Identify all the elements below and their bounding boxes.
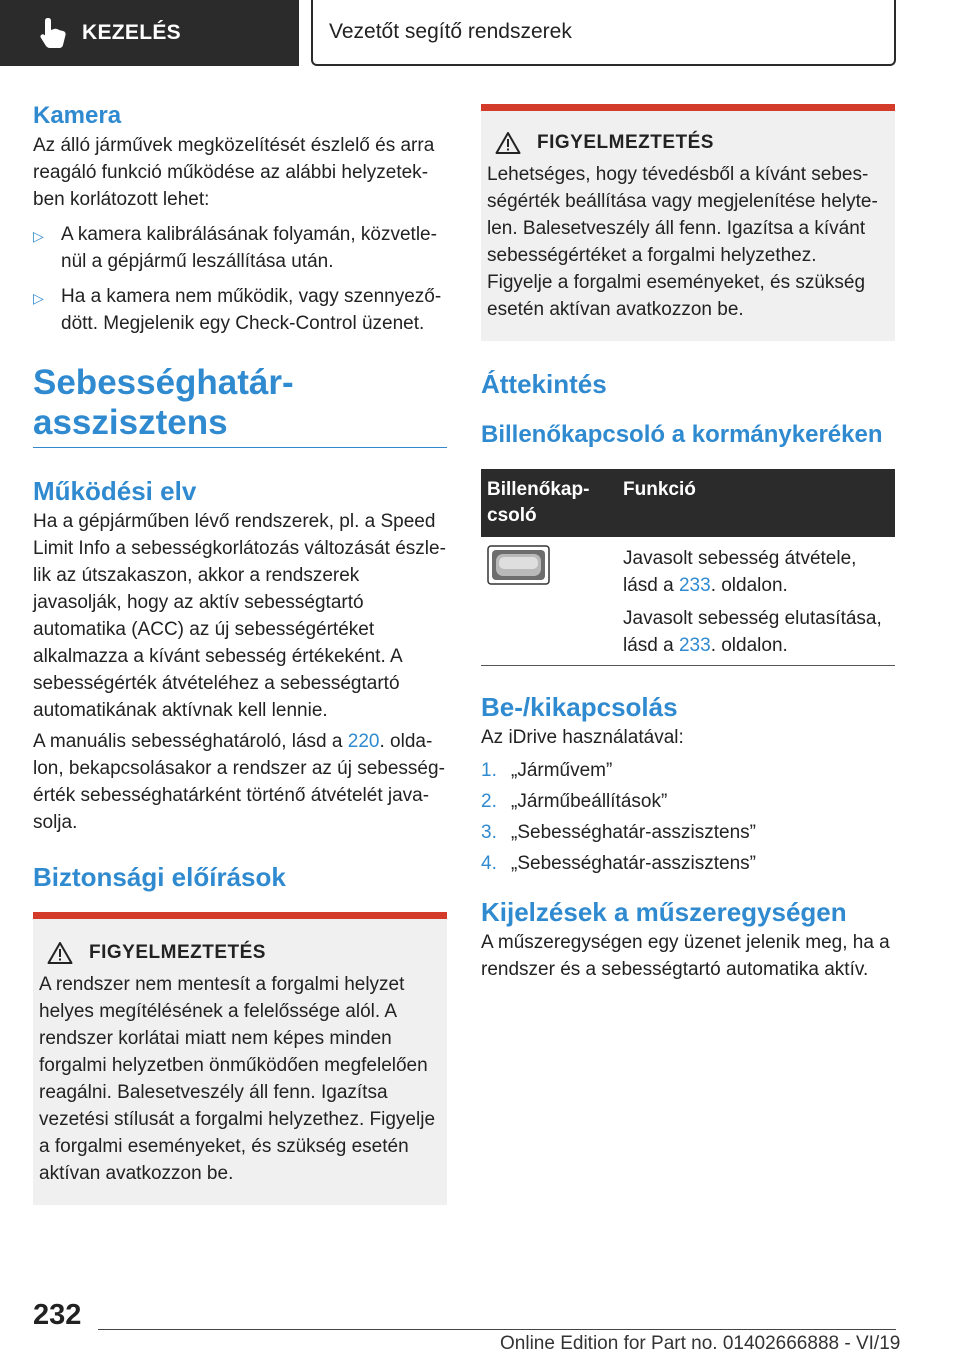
- table-cell: [481, 537, 617, 666]
- warning-box: [33, 912, 447, 1205]
- biztonsagi-heading: Biztonsági előírások: [33, 862, 286, 892]
- warning-text: Lehetséges, hogy tévedésből a kívánt sebességérték beállítása vagy megjelenítése helytelen. Balesetveszély áll fenn. Igazítsa a kívánt sebességértéket a forgalmi helyzethez. Figyelje a forgalmi eseményeket, és szükség esetén aktívan avatkozzon be.: [487, 164, 878, 320]
- page-link-220[interactable]: 220: [347, 731, 380, 752]
- bullet-text: A kamera kalibrálásának folyamán, közvetlenül a gépjármű leszállítása után.: [61, 224, 437, 272]
- warning-triangle-icon: [495, 131, 521, 155]
- text: A manuális sebességhatároló, lásd a: [33, 731, 348, 752]
- warning-box: [481, 104, 895, 341]
- step-text: „Járműbeállítások”: [511, 791, 668, 812]
- warning-title: [47, 941, 435, 965]
- kijelzes-paragraph: A műszeregységen egy üzenet jelenik meg, ha a rendszer és a sebességtartó automatika aktív.: [481, 932, 890, 980]
- list-item: [481, 819, 895, 846]
- page-main-title: Sebességhatár-asszisztens: [33, 363, 447, 448]
- column-header: Funkció: [617, 469, 895, 537]
- kamera-paragraph: Az álló járművek megközelítését észlelő és arra reagáló funkció működése az alábbi helyzetekben korlátozott lehet:: [33, 135, 435, 210]
- function-text: [623, 605, 889, 659]
- list-item: [33, 221, 447, 275]
- attekintes-heading: Áttekintés: [481, 369, 607, 399]
- table-row: [481, 537, 895, 666]
- step-number: 4.: [481, 853, 497, 874]
- text: . oldalon.: [710, 575, 788, 596]
- text: . oldalon, bekapcsolásakor a rendszer az új sebességérték sebességhatárként történő átvételét javasolja.: [33, 731, 445, 833]
- section-title: Vezetőt segítő rendszerek: [329, 20, 572, 43]
- bekikapcs-heading: Be-/kikapcsolás: [481, 692, 678, 722]
- billeno-heading: Billenőkapcsoló a kormánykeréken: [481, 421, 883, 448]
- steps-list: [481, 757, 895, 877]
- mukodesi-paragraph-2: [33, 728, 447, 836]
- column-header: Billenőkapcsoló: [481, 469, 617, 537]
- kamera-heading: Kamera: [33, 102, 122, 129]
- warning-text: A rendszer nem mentesít a forgalmi helyzet helyes megítélésének a felelőssége alól. A rendszer korlátai miatt nem képes minden forgalmi helyzetben önműködően megfelelően reagálni. Balesetveszély áll fenn. Igazítsa vezetési stílusát a forgalmi helyzethez. Figyelje a forgalmi eseményeket, és szükség esetén aktívan avatkozzon be.: [39, 974, 436, 1184]
- mukodesi-paragraph-1: Ha a gépjárműben lévő rendszerek, pl. a Speed Limit Info a sebességkorlátozás változását észlelik az útszakaszon, akkor a rendszerek javasolják, hogy az aktív sebességtartó automatika (ACC) az új sebességértéket alkalmazza a kívánt sebesség értékeként. A sebességérték átvételéhez a sebességtartó automatikának aktívnak kell lennie.: [33, 511, 446, 721]
- right-column: [481, 104, 895, 983]
- list-item: [481, 757, 895, 784]
- left-column: [33, 100, 447, 1205]
- chapter-tab: [0, 0, 299, 66]
- triangle-bullet-icon: ▷: [33, 290, 44, 306]
- warning-title-text: FIGYELMEZTETÉS: [537, 132, 714, 153]
- rocker-switch-icon: [487, 545, 550, 585]
- chapter-title: KEZELÉS: [82, 21, 181, 44]
- step-number: 1.: [481, 760, 497, 781]
- footer-divider: [98, 1329, 896, 1330]
- kijelzes-heading: Kijelzések a műszeregységen: [481, 897, 847, 927]
- table-header-row: [481, 469, 895, 537]
- table-cell: [617, 537, 895, 666]
- control-table: [481, 469, 895, 666]
- list-item: [481, 788, 895, 815]
- step-text: „Sebességhatár-asszisztens”: [511, 853, 756, 874]
- bullet-text: Ha a kamera nem működik, vagy szennyeződött. Megjelenik egy Check-Control üzenet.: [61, 286, 442, 334]
- bekikapcs-paragraph: Az iDrive használatával:: [481, 727, 684, 748]
- edition-text: Online Edition for Part no. 01402666888 - VI/19: [500, 1333, 901, 1354]
- page-number: 232: [33, 1299, 82, 1331]
- kamera-bullet-list: [33, 221, 447, 337]
- triangle-bullet-icon: ▷: [33, 228, 44, 244]
- list-item: [481, 850, 895, 877]
- text: Javasolt sebesség átvétele, lásd a: [623, 548, 857, 596]
- page-link-233[interactable]: 233: [678, 635, 711, 656]
- step-text: „Sebességhatár-asszisztens”: [511, 822, 756, 843]
- mukodesi-heading: Működési elv: [33, 476, 197, 506]
- warning-triangle-icon: [47, 941, 73, 965]
- text: . oldalon.: [710, 635, 788, 656]
- function-text: [623, 545, 889, 599]
- text: Javasolt sebesség elutasítása, lásd a: [623, 608, 882, 656]
- pointing-hand-icon: [36, 16, 70, 50]
- warning-title-text: FIGYELMEZTETÉS: [89, 942, 266, 963]
- warning-title: [495, 131, 883, 155]
- step-number: 3.: [481, 822, 497, 843]
- page-link-233[interactable]: 233: [678, 575, 711, 596]
- section-header: [311, 0, 896, 66]
- step-number: 2.: [481, 791, 497, 812]
- list-item: [33, 283, 447, 337]
- step-text: „Járművem”: [511, 760, 613, 781]
